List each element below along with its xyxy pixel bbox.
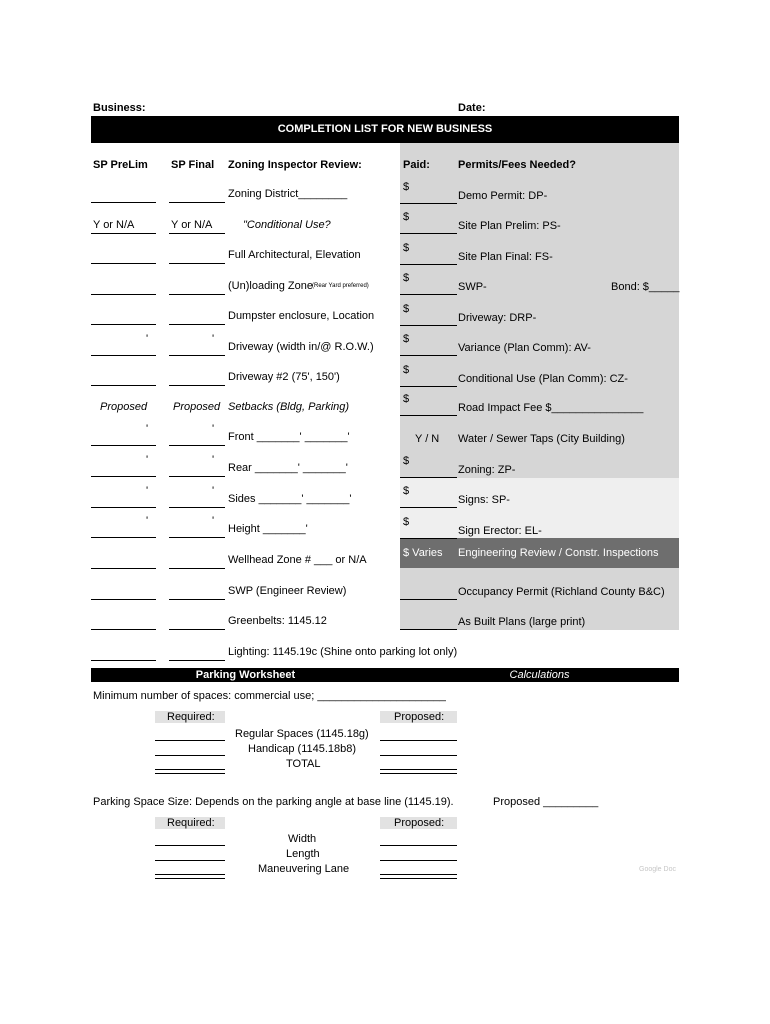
date-label: Date: xyxy=(458,102,486,114)
calculations-title: Calculations xyxy=(400,668,679,682)
required-line-3 xyxy=(155,769,225,774)
sp-prelim-line xyxy=(91,385,156,386)
sp-prelim-value: ' xyxy=(146,485,149,497)
permit-label: SWP- xyxy=(458,281,487,293)
col-sp-final: SP Final xyxy=(171,159,215,171)
zoning-row-label: "Conditional Use? xyxy=(243,219,331,231)
paid-value: $ xyxy=(403,455,410,467)
sp-final-value: ' xyxy=(212,485,215,497)
sp-prelim-value: ' xyxy=(146,333,149,345)
sp-prelim-value: ' xyxy=(146,454,149,466)
sp-prelim-line xyxy=(91,476,156,477)
sp-final-value: ' xyxy=(212,515,215,527)
sp-final-line xyxy=(169,233,225,234)
zoning-row-label: Dumpster enclosure, Location xyxy=(228,310,375,322)
permit-label: Occupancy Permit (Richland County B&C) xyxy=(458,586,665,598)
paid-line xyxy=(400,294,457,295)
permit-label: Signs: SP- xyxy=(458,494,510,506)
proposed-label-2: Proposed: xyxy=(380,817,457,829)
parking-size-line: Parking Space Size: Depends on the parking angle at base line (1145.19). xyxy=(93,796,454,808)
paid-line xyxy=(400,507,457,508)
zoning-row-label: Setbacks (Bldg, Parking) xyxy=(228,401,350,413)
paid-value: $ xyxy=(403,272,410,284)
handicap-spaces: Handicap (1145.18b8) xyxy=(248,743,357,755)
sp-final-line xyxy=(169,445,225,446)
watermark: Google Doc xyxy=(639,866,676,873)
sp-prelim-value: Proposed xyxy=(100,401,148,413)
sp-final-line xyxy=(169,660,225,661)
sp-prelim-line xyxy=(91,233,156,234)
sp-prelim-line xyxy=(91,324,156,325)
paid-value: $ xyxy=(403,211,410,223)
required2-line-2 xyxy=(155,860,225,861)
zoning-row-label: Rear _______' _______' xyxy=(228,462,348,474)
paid-line xyxy=(400,629,457,630)
zoning-row-label: Lighting: 1145.19c (Shine onto parking lot only) xyxy=(228,646,458,658)
sp-final-value: ' xyxy=(212,454,215,466)
col-paid: Paid: xyxy=(403,159,430,171)
sp-prelim-line xyxy=(91,294,156,295)
sp-prelim-value: ' xyxy=(146,515,149,527)
zoning-row-label: Driveway #2 (75', 150') xyxy=(228,371,340,383)
proposed-label: Proposed: xyxy=(380,711,457,723)
paid-line xyxy=(400,355,457,356)
permit-label: Water / Sewer Taps (City Building) xyxy=(458,433,625,445)
permit-label: Site Plan Prelim: PS- xyxy=(458,220,561,232)
paid-line xyxy=(400,325,457,326)
proposed-line-1 xyxy=(380,740,457,741)
sp-final-line xyxy=(169,507,225,508)
regular-spaces: Regular Spaces (1145.18g) xyxy=(235,728,369,740)
sp-prelim-line xyxy=(91,537,156,538)
parking-worksheet-title: Parking Worksheet xyxy=(91,668,400,682)
paid-value: $ Varies xyxy=(403,547,443,559)
proposed2-line-2 xyxy=(380,860,457,861)
sp-final-line xyxy=(169,202,225,203)
sp-final-value: ' xyxy=(212,333,215,345)
permit-label: As Built Plans (large print) xyxy=(458,616,586,628)
paid-line xyxy=(400,538,457,539)
sp-final-line xyxy=(169,355,225,356)
paid-value: $ xyxy=(403,333,410,345)
sp-prelim-line xyxy=(91,568,156,569)
paid-value: $ xyxy=(403,242,410,254)
permit-label: Driveway: DRP- xyxy=(458,312,537,324)
sp-final-line xyxy=(169,385,225,386)
maneuvering-item: Maneuvering Lane xyxy=(258,863,350,875)
sp-final-line xyxy=(169,537,225,538)
paid-value: $ xyxy=(403,516,410,528)
sp-prelim-line xyxy=(91,445,156,446)
permit-label: Road Impact Fee $_______________ xyxy=(458,402,644,414)
required-label-2: Required: xyxy=(155,817,225,829)
col-sp-prelim: SP PreLim xyxy=(93,159,148,171)
business-label: Business: xyxy=(93,102,146,114)
sp-prelim-line xyxy=(91,202,156,203)
sp-prelim-line xyxy=(91,263,156,264)
sp-prelim-line xyxy=(91,507,156,508)
sp-final-line xyxy=(169,476,225,477)
paid-line xyxy=(400,233,457,234)
page-title: COMPLETION LIST FOR NEW BUSINESS xyxy=(91,116,679,143)
zoning-row-label: Wellhead Zone # ___ or N/A xyxy=(228,554,367,566)
sp-final-line xyxy=(169,294,225,295)
zoning-row-label: SWP (Engineer Review) xyxy=(228,585,347,597)
required-line-2 xyxy=(155,755,225,756)
required2-line-1 xyxy=(155,845,225,846)
sp-prelim-line xyxy=(91,629,156,630)
permit-label: Engineering Review / Constr. Inspections xyxy=(458,547,659,559)
permit-label: Demo Permit: DP- xyxy=(458,190,548,202)
col-zoning-review: Zoning Inspector Review: xyxy=(228,159,362,171)
zoning-row-label: (Un)loading Zone xyxy=(228,280,313,292)
zoning-row-label: Driveway (width in/@ R.O.W.) xyxy=(228,341,374,353)
sp-final-value: Proposed xyxy=(173,401,221,413)
permit-label: Site Plan Final: FS- xyxy=(458,251,553,263)
required2-line-3 xyxy=(155,874,225,879)
sp-final-line xyxy=(169,263,225,264)
col-permits: Permits/Fees Needed? xyxy=(458,159,576,171)
paid-value: $ xyxy=(403,393,410,405)
sp-final-line xyxy=(169,629,225,630)
paid-line xyxy=(400,599,457,600)
paid-value: $ xyxy=(403,364,410,376)
zoning-row-label: Front _______' _______' xyxy=(228,431,350,443)
parking-size-proposed: Proposed _________ xyxy=(493,796,599,808)
paid-line xyxy=(400,477,457,478)
paid-value: $ xyxy=(403,181,410,193)
paid-value: Y / N xyxy=(415,433,440,445)
permit-label: Variance (Plan Comm): AV- xyxy=(458,342,591,354)
paid-line xyxy=(400,415,457,416)
sp-prelim-line xyxy=(91,355,156,356)
sp-prelim-value: Y or N/A xyxy=(93,219,135,231)
permit-label: Sign Erector: EL- xyxy=(458,525,542,537)
sp-prelim-line xyxy=(91,660,156,661)
proposed-line-3 xyxy=(380,769,457,774)
required-line-1 xyxy=(155,740,225,741)
zoning-row-label: Greenbelts: 1145.12 xyxy=(228,615,327,627)
proposed-line-2 xyxy=(380,755,457,756)
sp-final-line xyxy=(169,599,225,600)
bond-field: Bond: $_____ xyxy=(611,281,680,293)
proposed2-line-1 xyxy=(380,845,457,846)
paid-line xyxy=(400,386,457,387)
permit-label: Conditional Use (Plan Comm): CZ- xyxy=(458,373,628,385)
zoning-row-label: Sides _______' _______' xyxy=(228,493,352,505)
sp-prelim-line xyxy=(91,599,156,600)
sp-prelim-value: ' xyxy=(146,423,149,435)
required-label: Required: xyxy=(155,711,225,723)
zoning-row-label: Zoning District________ xyxy=(228,188,348,200)
zoning-row-label: Full Architectural, Elevation xyxy=(228,249,361,261)
total-spaces: TOTAL xyxy=(286,758,321,770)
sp-final-value: ' xyxy=(212,423,215,435)
sp-final-line xyxy=(169,324,225,325)
paid-line xyxy=(400,264,457,265)
sp-final-value: Y or N/A xyxy=(171,219,213,231)
min-spaces-line: Minimum number of spaces: commercial use; _____________________ xyxy=(93,690,446,702)
sp-final-line xyxy=(169,568,225,569)
paid-value: $ xyxy=(403,303,410,315)
zoning-row-note: (Rear Yard preferred) xyxy=(312,283,369,289)
paid-line xyxy=(400,203,457,204)
width-item: Width xyxy=(288,833,317,845)
length-item: Length xyxy=(286,848,320,860)
zoning-row-label: Height _______' xyxy=(228,523,308,535)
proposed2-line-3 xyxy=(380,874,457,879)
paid-value: $ xyxy=(403,485,410,497)
permit-label: Zoning: ZP- xyxy=(458,464,516,476)
